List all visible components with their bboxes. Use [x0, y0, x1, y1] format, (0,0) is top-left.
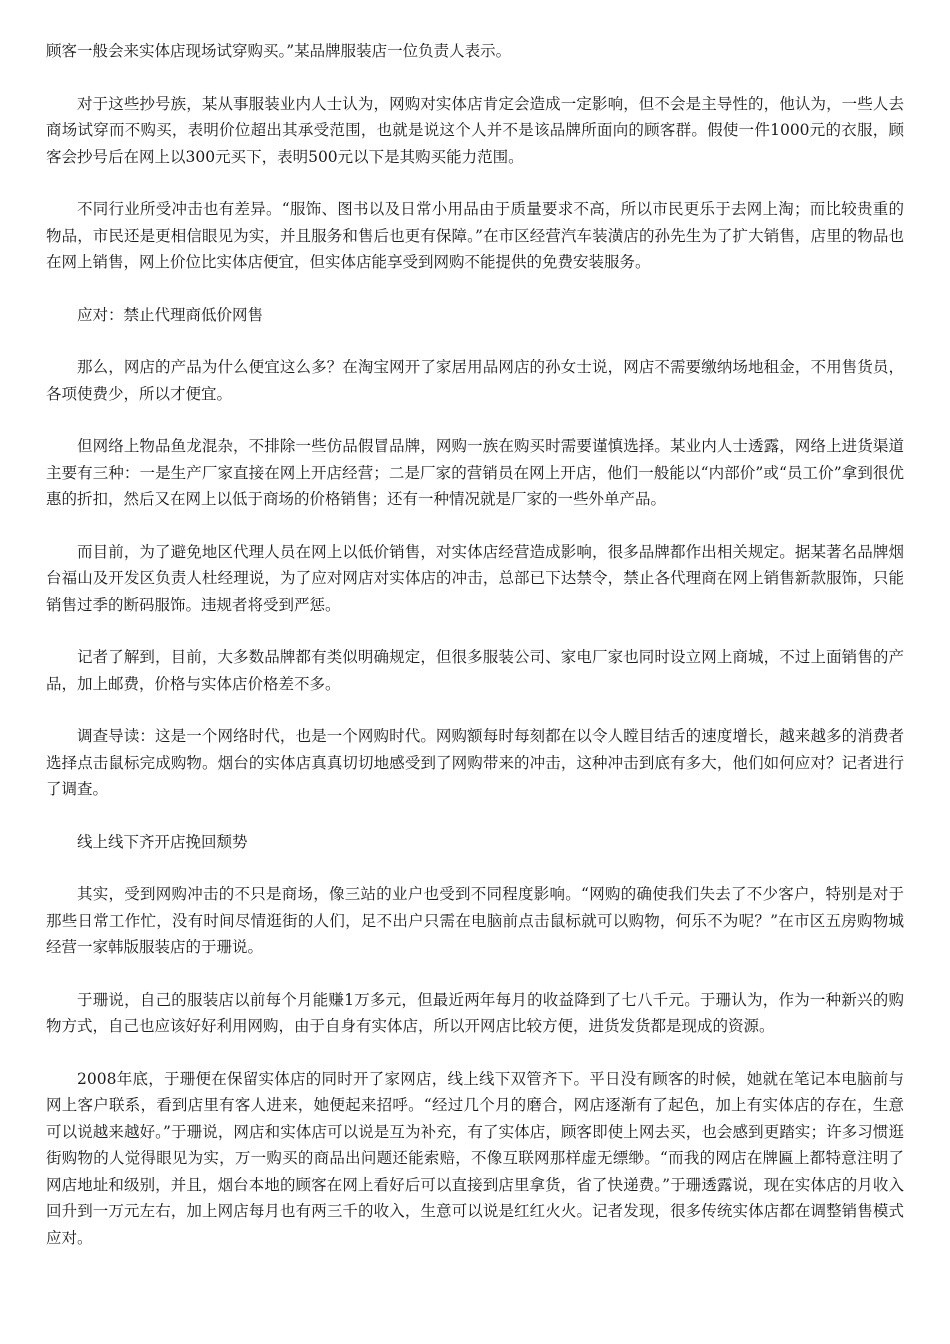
paragraph-supply-channels: 但网络上物品鱼龙混杂，不排除一些仿品假冒品牌，网购一族在购买时需要谨慎选择。某业内人士透露，网络上进货渠道主要有三种：一是生产厂家直接在网上开店经营；二是厂家的营销员在网上开店，他们一般能以“内部价”或“员工价”拿到很优惠的折扣，然后又在网上以低于商场的价格销售；还有一种情况就是厂家的一些外单产品。 [46, 437, 904, 508]
paragraph-survey-intro: 调查导读：这是一个网络时代，也是一个网购时代。网购额每时每刻都在以令人瞠目结舌的速度增长，越来越多的消费者选择点击鼠标完成购物。烟台的实体店真真切切地感受到了网购带来的冲击，这种冲击到底有多大，他们如何应对？记者进行了调查。 [46, 727, 904, 798]
paragraph-online-malls: 记者了解到，目前，大多数品牌都有类似明确规定，但很多服装公司、家电厂家也同时设立网上商城，不过上面销售的产品，加上邮费，价格与实体店价格差不多。 [46, 648, 904, 693]
document-page [46, 38, 904, 1251]
paragraph-continuation: 顾客一般会来实体店现场试穿购买。”某品牌服装店一位负责人表示。 [46, 42, 512, 60]
paragraph-why-cheaper: 那么，网店的产品为什么便宜这么多？在淘宝网开了家居用品网店的孙女士说，网店不需要缴纳场地租金，不用售货员，各项使费少，所以才便宜。 [46, 358, 904, 403]
section-heading-response: 应对：禁止代理商低价网售 [77, 305, 264, 324]
paragraph-dual-channel: 2008年底，于珊便在保留实体店的同时开了家网店，线上线下双管齐下。平日没有顾客的时候，她就在笔记本电脑前与网上客户联系，看到店里有客人进来，她便起来招呼。“经过几个月的磨合，网店逐渐有了起色，加上有实体店的存在，生意可以说越来越好。”于珊说，网店和实体店可以说是互为补充，有了实体店，顾客即使上网去买，也会感到更踏实；许多习惯逛街购物的人觉得眼见为实，万一购买的商品出问题还能索赔，不像互联网那样虚无缥缈。“而我的网店在牌匾上都特意注明了网店地址和级别，并且，烟台本地的顾客在网上看好后可以直接到店里拿货，省了快递费。”于珊透露说，现在实体店的月收入回升到一万元左右，加上网店每月也有两三千的收入，生意可以说是红红火火。记者发现，很多传统实体店都在调整销售模式应对。 [46, 1069, 904, 1247]
paragraph-income-drop: 于珊说，自己的服装店以前每个月能赚1万多元，但最近两年每月的收益降到了七八千元。于珊认为，作为一种新兴的购物方式，自己也应该好好利用网购，由于自身有实体店，所以开网店比较方便，进货发货都是现成的资源。 [46, 990, 904, 1035]
paragraph-copy-number-shoppers: 对于这些抄号族，某从事服装业内人士认为，网购对实体店肯定会造成一定影响，但不会是主导性的，他认为，一些人去商场试穿而不购买，表明价位超出其承受范围，也就是说这个人并不是该品牌所面向的顾客群。假使一件1000元的衣服，顾客会抄号后在网上以300元买下，表明500元以下是其购买能力范围。 [46, 94, 904, 166]
section-heading-online-offline: 线上线下齐开店挽回颓势 [77, 832, 248, 851]
paragraph-industry-differences: 不同行业所受冲击也有差异。“服饰、图书以及日常小用品由于质量要求不高，所以市民更乐于去网上淘；而比较贵重的物品，市民还是更相信眼见为实，并且服务和售后也更有保障。”在市区经营汽车装潢店的孙先生为了扩大销售，店里的物品也在网上销售，网上价位比实体店便宜，但实体店能享受到网购不能提供的免费安装服务。 [46, 200, 904, 271]
paragraph-brand-rules: 而目前，为了避免地区代理人员在网上以低价销售，对实体店经营造成影响，很多品牌都作出相关规定。据某著名品牌烟台福山及开发区负责人杜经理说，为了应对网店对实体店的冲击，总部已下达禁令，禁止各代理商在网上销售新款服饰，只能销售过季的断码服饰。违规者将受到严惩。 [46, 542, 904, 614]
paragraph-vendor-impact: 其实，受到网购冲击的不只是商场，像三站的业户也受到不同程度影响。“网购的确使我们失去了不少客户，特别是对于那些日常工作忙，没有时间尽情逛街的人们，足不出户只需在电脑前点击鼠标就可以购物，何乐不为呢？”在市区五房购物城经营一家韩版服装店的于珊说。 [46, 885, 904, 956]
